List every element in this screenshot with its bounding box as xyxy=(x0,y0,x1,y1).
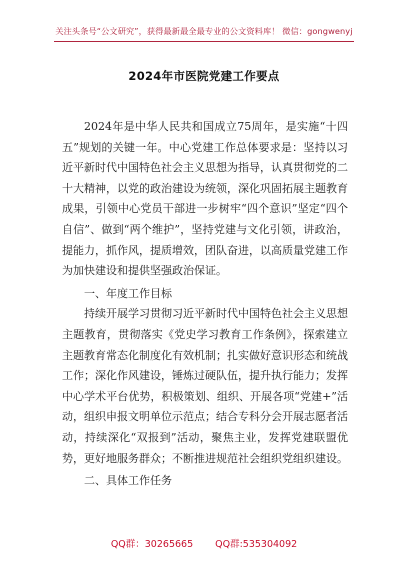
footer-qq-group-1: QQ群：30265665 xyxy=(110,539,194,550)
document-body xyxy=(62,117,348,492)
intro-paragraph: 2024年是中华人民共和国成立75周年，是实施“十四五”规划的关键一年。中心党建工作总体要求是：坚持以习近平新时代中国特色社会主义思想为指导，认真贯彻党的二十大精神，以党的政治建设为统领，深化巩固拓展主题教育成果，引领中心党员干部进一步树牢“四个意识”坚定“四个自信”、做到“两个维护”，坚持党建与文化引领，讲政治，提能力，抓作风，提质增效，团队奋进，以高质量党建工作为加快建设和提供坚强政治保证。 xyxy=(62,120,348,278)
goals-paragraph: 持续开展学习贯彻习近平新时代中国特色社会主义思想主题教育，贯彻落实《党史学习教育工作条例》，探索建立主题教育常态化制度化有效机制；扎实做好意识形态和统战工作；深化作风建设，锤炼过硬队伍，提升执行能力；发挥中心学术平台优势，积极策划、组织、开展各项“党建+”活动，组织申报文明单位示范点；结合专科分会开展志愿者活动，持续深化“双报到”活动，聚焦主业，发挥党建联盟优势，更好地服务群众；不断推进规范社会组织党组织建设。 xyxy=(62,307,348,465)
section-heading-tasks: 二、具体工作任务 xyxy=(84,474,172,488)
header-divider xyxy=(54,41,354,42)
footer-qq-group-2: QQ群:535304092 xyxy=(215,539,298,550)
document-title: 2024年市医院党建工作要点 xyxy=(128,69,280,83)
header-banner: 关注头条号“公文研究”，获得最新最全最专业的公文资料库！ 微信：gongwenyj xyxy=(55,26,353,36)
section-heading-goals: 一、年度工作目标 xyxy=(84,286,172,300)
footer-contacts xyxy=(0,536,408,550)
